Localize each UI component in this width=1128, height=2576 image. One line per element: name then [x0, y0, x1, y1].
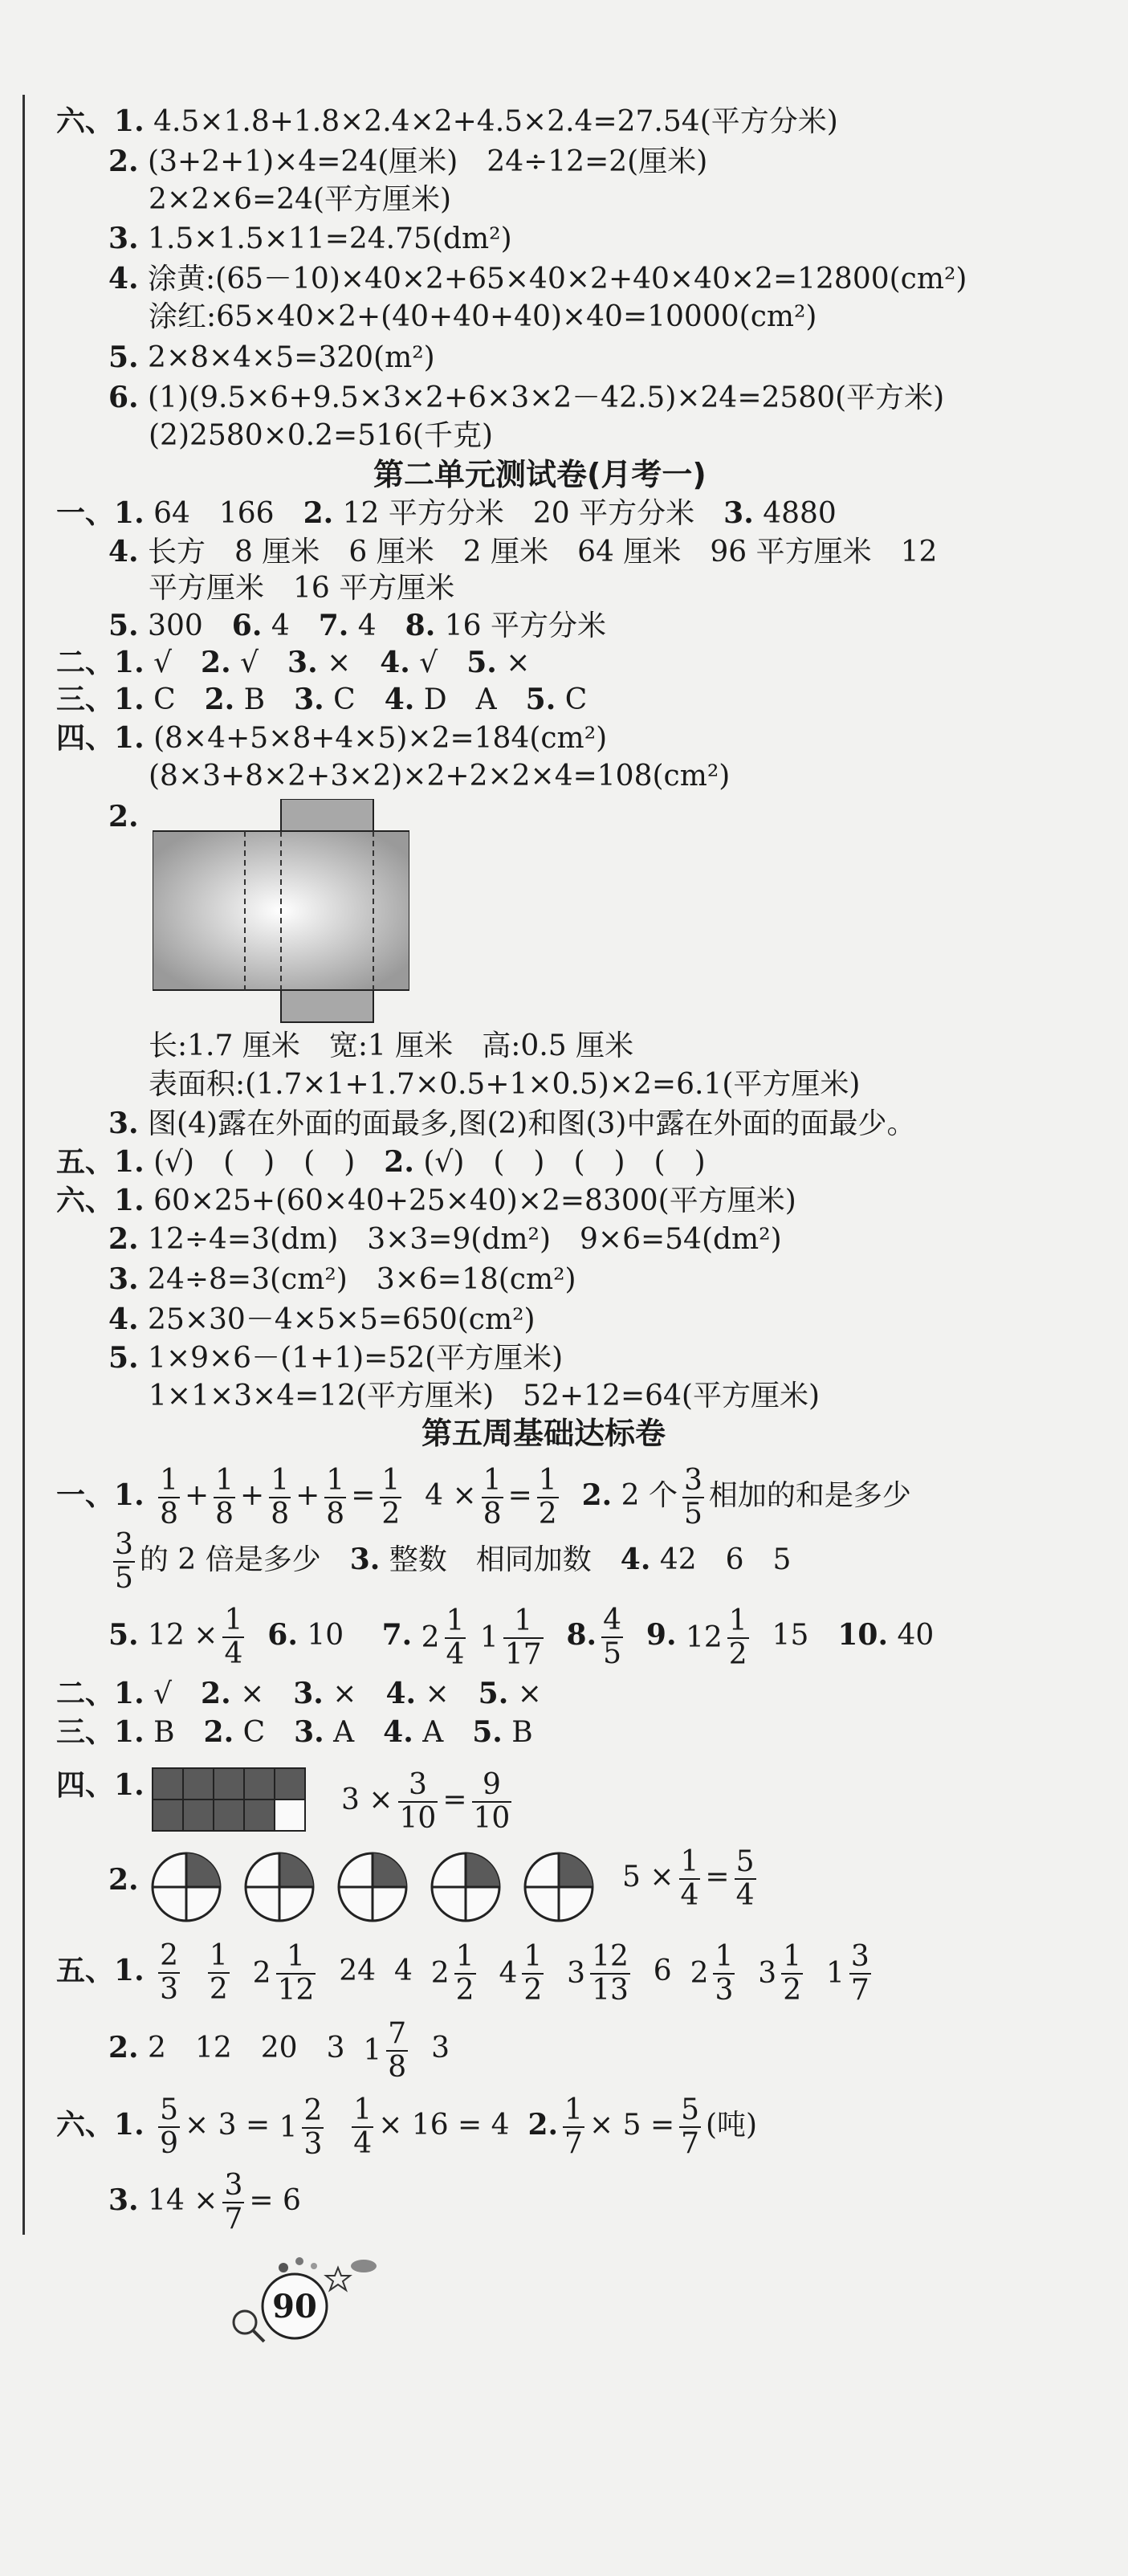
question-number: 2.	[303, 496, 334, 530]
question-number: 6.	[108, 381, 139, 414]
answer-line	[108, 260, 967, 298]
answer-text: 4.5×1.8+1.8×2.4×2+4.5×2.4=27.54(平方分米)	[153, 105, 838, 138]
question-number: 2.	[108, 800, 139, 834]
answer-text: 2×8×4×5=320(m²)	[148, 341, 435, 374]
answer-line	[108, 533, 937, 571]
answer-line: 二、1. √ 2. √ 3. × 4. √ 5. ×	[56, 646, 531, 679]
answer-text: 表面积:(1.7×1+1.7×0.5+1×0.5)×2=6.1(平方厘米)	[149, 1068, 861, 1101]
quarter-circle	[339, 1853, 406, 1921]
answer-line: 5. 1×9×6－(1+1)=52(平方厘米)	[108, 1341, 564, 1375]
quarter-circle	[153, 1853, 220, 1921]
answer-line	[149, 758, 730, 795]
page-number-badge	[221, 2242, 389, 2354]
quarter-circle	[432, 1853, 499, 1921]
section-number: 一、	[56, 497, 115, 530]
answer-line: 2. 12÷4=3(dm) 3×3=9(dm²) 9×6=54(dm²)	[108, 1222, 782, 1256]
quarter-circle	[246, 1853, 313, 1921]
answer-line: 三、1. B 2. C 3. A 4. A 5. B	[56, 1715, 533, 1749]
answer-line	[108, 220, 512, 258]
fraction: $\frac{1}{2}$	[381, 1464, 401, 1531]
answer-line: 五、1. $\frac{2}{3}$ $\frac{1}{2}$ 2 $\frac{1}{12}$ 24 4 2 $\frac{1}{2}$ 4 $\frac{1}{2}$ 3 $\frac{12}{13}$ 6 2 $\frac{1}{3}$ 3 $\frac{1}{2}$ 1 $\frac{3}{7}$	[56, 1939, 869, 2007]
section-number: 六、	[56, 105, 115, 138]
answer-line: 1×1×3×4=12(平方厘米) 52+12=64(平方厘米)	[149, 1380, 821, 1412]
fraction: $\frac{3}{5}$	[683, 1464, 702, 1531]
answer-line: 2.	[108, 1863, 139, 1897]
question-number: 7.	[318, 609, 349, 642]
section-number: 三、	[56, 683, 115, 716]
answer-line	[56, 103, 838, 141]
question-number: 4.	[108, 262, 139, 296]
fraction: $\frac{4}{5}$	[603, 1604, 621, 1670]
question-number: 6.	[231, 609, 263, 642]
answer-line: 5. 12 × $\frac{1}{4}$ 6. 10 7. 2 $\frac{1}{4}$ 1 $\frac{1}{17}$ 8. $\frac{4}{5}$ 9. 12 $\frac{1}{2}$ 15 10. 40	[108, 1604, 935, 1671]
fraction: $\frac{1}{12}$	[277, 1940, 315, 2007]
quarter-circle	[525, 1853, 593, 1921]
question-number: 1.	[114, 104, 145, 138]
answer-line: 一、1. $\frac{1}{8}$ + $\frac{1}{8}$ + $\frac{1}{8}$ + $\frac{1}{8}$ = $\frac{1}{2}$ 4 × $\frac{1}{8}$ = $\frac{1}{2}$ 2. 2 个 $\frac{3}{5}$ 相加的和是多少	[56, 1464, 911, 1531]
answer-line	[149, 299, 816, 336]
fraction: $\frac{1}{8}$	[160, 1464, 178, 1531]
section-heading: 第五周基础达标卷	[421, 1416, 666, 1451]
answer-text: 1.5×1.5×11=24.75(dm²)	[148, 222, 512, 255]
question-number: 5.	[108, 340, 139, 374]
answer-line	[56, 495, 837, 532]
answer-line	[108, 607, 606, 645]
answer-line: 六、1. 60×25+(60×40+25×40)×2=8300(平方厘米)	[56, 1184, 796, 1217]
fraction: $\frac{1}{4}$	[353, 2093, 373, 2160]
fraction: $\frac{1}{2}$	[783, 1940, 802, 2007]
fraction: $\frac{1}{2}$	[455, 1940, 474, 2007]
answer-line: 5 × $\frac{1}{4}$ = $\frac{5}{4}$	[622, 1845, 755, 1912]
answer-text: 4880	[763, 497, 837, 530]
fraction: $\frac{3}{5}$	[115, 1528, 133, 1595]
answer-line	[149, 570, 454, 607]
fraction: $\frac{5}{7}$	[681, 2093, 700, 2160]
fraction: $\frac{5}{4}$	[735, 1845, 755, 1912]
answer-line: 五、1. (√) ( ) ( ) 2. (√) ( ) ( ) ( )	[56, 1145, 706, 1179]
answer-line: 3 × $\frac{3}{10}$ = $\frac{9}{10}$	[341, 1768, 511, 1835]
fraction: $\frac{1}{17}$	[504, 1604, 542, 1671]
fraction: $\frac{1}{7}$	[564, 2093, 583, 2160]
fraction: $\frac{1}{4}$	[680, 1845, 699, 1912]
net-bottom-face	[281, 990, 373, 1022]
answer-text: 12 平方分米 20 平方分米	[342, 497, 724, 530]
question-number: 3.	[723, 496, 754, 530]
fraction: $\frac{12}{13}$	[592, 1940, 629, 2007]
question-number: 2.	[108, 145, 139, 178]
answer-line	[108, 379, 944, 417]
fraction: $\frac{1}{8}$	[483, 1464, 502, 1531]
answer-text: (8×3+8×2+3×2)×2+2×2×4=108(cm²)	[149, 760, 731, 793]
answer-line	[108, 143, 707, 181]
fraction: $\frac{1}{2}$	[209, 1939, 228, 2006]
question-number: 1.	[114, 496, 145, 530]
net-top-face	[281, 799, 373, 831]
answer-text: (2)2580×0.2=516(千克)	[149, 419, 493, 452]
magnifier-icon	[234, 2311, 256, 2333]
fraction: $\frac{7}{8}$	[388, 2017, 407, 2084]
answer-text: (3+2+1)×4=24(厘米) 24÷12=2(厘米)	[148, 145, 708, 178]
answer-line	[149, 181, 451, 218]
answer-line	[149, 418, 493, 454]
answer-text: 2×2×6=24(平方厘米)	[149, 183, 452, 216]
answer-line: 四、1.	[56, 1768, 145, 1802]
fraction: $\frac{3}{10}$	[399, 1768, 437, 1835]
answer-text: 图(4)露在外面的面最多,图(2)和图(3)中露在外面的面最少。	[148, 1107, 916, 1140]
fraction: $\frac{2}{3}$	[160, 1939, 178, 2006]
section-number: 六、	[56, 1184, 115, 1217]
fraction: $\frac{1}{2}$	[538, 1464, 557, 1531]
fraction: $\frac{5}{9}$	[160, 2093, 178, 2160]
answer-text: 300	[148, 609, 232, 642]
answer-line: 六、1. $\frac{5}{9}$ × 3 = 1 $\frac{2}{3}$ $\frac{1}{4}$ × 16 = 4 2. $\frac{1}{7}$ × 5 = $\frac{5}{7}$ (吨)	[56, 2093, 758, 2161]
question-number: 3.	[108, 1107, 139, 1140]
answer-line	[108, 798, 139, 836]
fraction: $\frac{1}{8}$	[215, 1464, 234, 1531]
answer-text: 涂红:65×40×2+(40+40+40)×40=10000(cm²)	[149, 300, 817, 333]
answer-text: 4	[271, 609, 319, 642]
answer-text: 平方厘米 16 平方厘米	[149, 572, 455, 605]
margin-rule	[22, 95, 25, 2235]
page-number: 90	[272, 2288, 317, 2325]
answer-line: 2. 2 12 20 3 1 $\frac{7}{8}$ 3	[108, 2017, 450, 2084]
answer-line	[108, 1105, 915, 1143]
answer-text: 涂黄:(65－10)×40×2+65×40×2+40×40×2=12800(cm²)	[148, 263, 967, 296]
quarter-circles-figure	[151, 1848, 617, 1926]
question-number: 3.	[108, 222, 139, 255]
answer-line: 二、1. √ 2. × 3. × 4. × 5. ×	[56, 1677, 542, 1710]
answer-line	[56, 719, 607, 757]
section-heading: 第二单元测试卷(月考一)	[373, 457, 707, 492]
fraction: $\frac{9}{10}$	[473, 1768, 511, 1835]
answer-text: 64 166	[153, 497, 303, 530]
fraction: $\frac{3}{7}$	[850, 1940, 869, 2007]
answer-text: 长方 8 厘米 6 厘米 2 厘米 64 厘米 96 平方厘米 12	[148, 536, 938, 569]
answer-line: 4. 25×30－4×5×5=650(cm²)	[108, 1302, 535, 1336]
fraction: $\frac{1}{2}$	[523, 1940, 543, 2007]
fraction: $\frac{3}{7}$	[224, 2169, 243, 2236]
question-number: 4.	[108, 535, 139, 569]
section-number: 五、	[56, 1146, 115, 1179]
answer-text: 长:1.7 厘米 宽:1 厘米 高:0.5 厘米	[149, 1029, 634, 1062]
answer-text: (1)(9.5×6+9.5×3×2+6×3×2－42.5)×24=2580(平方米)	[148, 381, 945, 414]
answer-text: 4	[357, 609, 405, 642]
section-number: 四、	[56, 722, 115, 755]
answer-line: 3. 24÷8=3(cm²) 3×6=18(cm²)	[108, 1262, 576, 1296]
star-icon	[326, 2268, 350, 2290]
shaded-grid-figure	[151, 1767, 312, 1834]
answer-text: 16 平方分米	[444, 609, 606, 642]
fraction: $\frac{2}{3}$	[303, 2094, 323, 2161]
question-number: 1.	[114, 721, 145, 755]
fraction: $\frac{1}{4}$	[446, 1604, 465, 1671]
answer-text: (8×4+5×8+4×5)×2=184(cm²)	[153, 722, 608, 755]
answer-line	[149, 1028, 633, 1065]
fraction: $\frac{1}{2}$	[728, 1604, 747, 1671]
answer-line: $\frac{3}{5}$ 的 2 倍是多少 3. 整数 相同加数 4. 42 6 5	[115, 1528, 792, 1595]
question-number: 5.	[108, 609, 139, 642]
answer-line: 3. 14 × $\frac{3}{7}$ = 6	[108, 2169, 301, 2236]
fraction: $\frac{1}{3}$	[715, 1940, 734, 2007]
fraction: $\frac{1}{8}$	[271, 1464, 290, 1531]
section-number: 二、	[56, 646, 115, 679]
answer-line	[149, 1066, 860, 1103]
question-number: 8.	[405, 609, 436, 642]
answer-line	[108, 339, 435, 377]
answer-line: 三、1. C 2. B 3. C 4. D A 5. C	[56, 683, 588, 716]
fraction: $\frac{1}{8}$	[326, 1464, 345, 1531]
cuboid-net-figure	[153, 799, 409, 1024]
fraction: $\frac{1}{4}$	[224, 1604, 243, 1670]
